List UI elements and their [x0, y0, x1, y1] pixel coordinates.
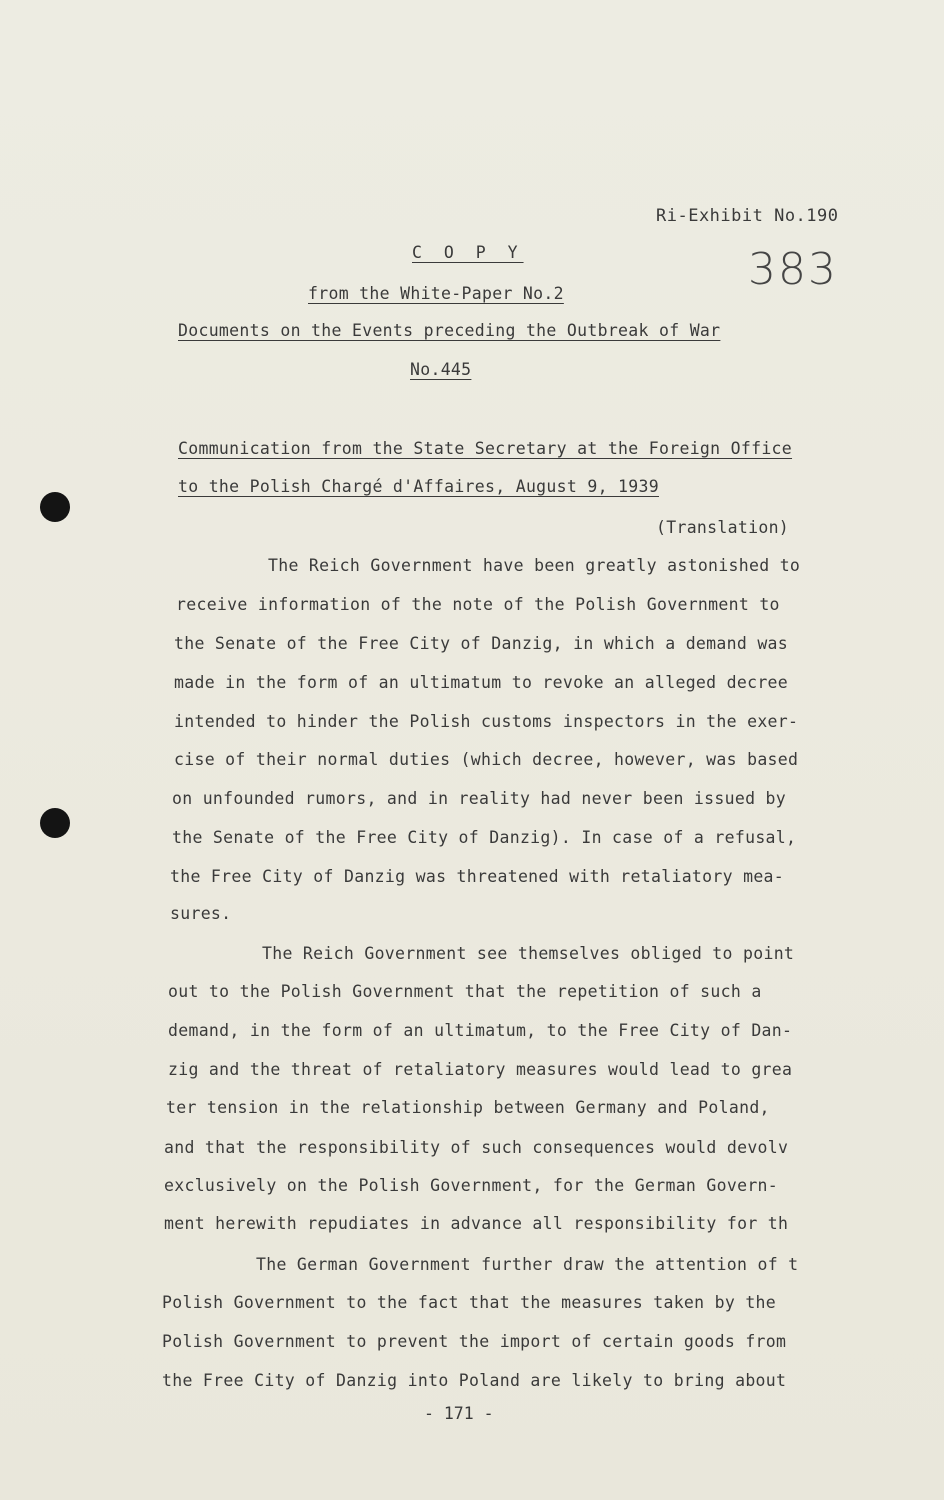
body-line: Polish Government to the fact that the measures taken by the [162, 1293, 777, 1312]
page-number: - 171 - [424, 1404, 494, 1423]
document-number: No.445 [410, 360, 472, 379]
body-line: ment herewith repudiates in advance all responsibility for th [164, 1214, 789, 1233]
source-heading: from the White-Paper No.2 [308, 284, 564, 303]
body-line: the Free City of Danzig was threatened with retaliatory mea- [170, 867, 785, 886]
body-line: and that the responsibility of such consequences would devolv [164, 1138, 789, 1157]
body-line: the Free City of Danzig into Poland are likely to bring about [162, 1371, 787, 1390]
body-line: demand, in the form of an ultimatum, to the Free City of Dan- [168, 1021, 793, 1040]
body-line: on unfounded rumors, and in reality had never been issued by [172, 789, 787, 808]
body-line: The Reich Government have been greatly astonished to [268, 556, 801, 575]
body-line: zig and the threat of retaliatory measures would lead to grea [168, 1060, 793, 1079]
body-line: the Senate of the Free City of Danzig). In case of a refusal, [172, 828, 797, 847]
collection-title: Documents on the Events preceding the Outbreak of War [178, 321, 721, 340]
copy-heading: C O P Y [412, 243, 524, 262]
body-line: exclusively on the Polish Government, for the German Govern- [164, 1176, 779, 1195]
subject-line-1: Communication from the State Secretary at the Foreign Office [178, 439, 793, 458]
body-line: The German Government further draw the attention of t [256, 1255, 799, 1274]
body-line: sures. [170, 904, 232, 923]
handwritten-page-number: 383 [748, 244, 838, 295]
body-line: receive information of the note of the Polish Government to [176, 595, 780, 614]
body-line: ter tension in the relationship between Germany and Poland, [166, 1098, 770, 1117]
body-line: intended to hinder the Polish customs inspectors in the exer- [174, 712, 799, 731]
body-line: Polish Government to prevent the import of certain goods from [162, 1332, 787, 1351]
punch-hole-bottom [40, 808, 70, 838]
body-line: cise of their normal duties (which decree, however, was based [174, 750, 799, 769]
exhibit-label: Ri-Exhibit No.190 [656, 206, 839, 226]
body-line: The Reich Government see themselves obliged to point [262, 944, 795, 963]
body-line: out to the Polish Government that the repetition of such a [168, 982, 762, 1001]
translation-note: (Translation) [656, 518, 790, 537]
subject-line-2: to the Polish Chargé d'Affaires, August 9, 1939 [178, 477, 659, 496]
body-line: the Senate of the Free City of Danzig, in which a demand was [174, 634, 789, 653]
punch-hole-top [40, 492, 70, 522]
body-line: made in the form of an ultimatum to revoke an alleged decree [174, 673, 789, 692]
